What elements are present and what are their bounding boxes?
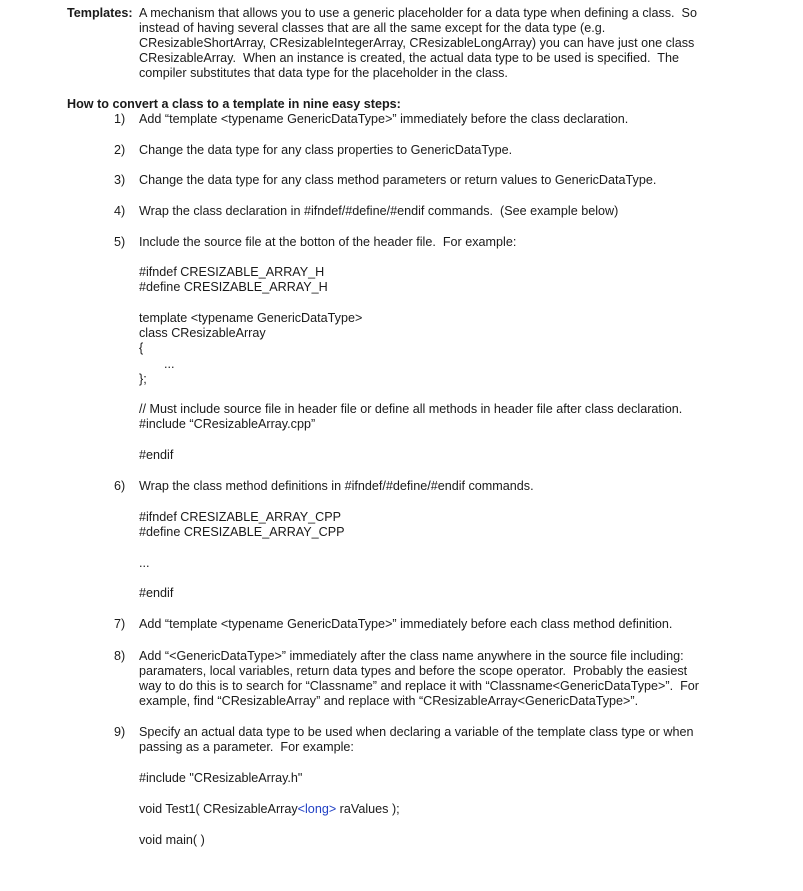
code-line: class CResizableArray (139, 326, 266, 340)
step-number: 9) (114, 725, 126, 739)
step-number: 6) (114, 479, 126, 493)
code-line: #ifndef CRESIZABLE_ARRAY_H (139, 265, 325, 279)
step-text: Add “<GenericDataType>” immediately after the class name anywhere in the source file including: (139, 649, 684, 663)
step-number: 5) (114, 235, 126, 249)
step-number: 3) (114, 173, 126, 187)
step-text: way to do this is to search for “Classname” and replace it with “Classname<GenericDataType>”. For (139, 679, 699, 693)
template-type-keyword: <long> (297, 802, 337, 816)
step-number: 2) (114, 143, 126, 157)
step-text: Add “template <typename GenericDataType>” immediately before the class declaration. (139, 112, 629, 126)
code-line: { (139, 341, 144, 355)
step-number: 1) (114, 112, 126, 126)
step-text: paramaters, local variables, return data types and before the scope operator. Probably the easiest (139, 664, 688, 678)
intro-line: CResizableArray. When an instance is created, the actual data type to be used is specified. The (139, 51, 679, 65)
intro-line: compiler substitutes that data type for the placeholder in the class. (139, 66, 508, 80)
code-line: #endif (139, 448, 174, 462)
intro-line: A mechanism that allows you to use a generic placeholder for a data type when defining a class. So (139, 6, 697, 20)
code-line: // Must include source file in header file or define all methods in header file after class declaration. (139, 402, 683, 416)
step-number: 4) (114, 204, 126, 218)
intro-line: CResizableShortArray, CResizableIntegerArray, CResizableLongArray) you can have just one class (139, 36, 695, 50)
code-line: #ifndef CRESIZABLE_ARRAY_CPP (139, 510, 342, 524)
step-text: Include the source file at the botton of the header file. For example: (139, 235, 517, 249)
section-heading: How to convert a class to a template in nine easy steps: (67, 97, 401, 111)
code-line: }; (139, 372, 147, 386)
step-number: 8) (114, 649, 126, 663)
code-line: #define CRESIZABLE_ARRAY_H (139, 280, 328, 294)
step-text: Add “template <typename GenericDataType>” immediately before each class method definition. (139, 617, 673, 631)
code-line: #include “CResizableArray.cpp” (139, 417, 316, 431)
code-line: ... (164, 357, 175, 371)
step-text: Change the data type for any class method parameters or return values to GenericDataType. (139, 173, 657, 187)
code-line: #include "CResizableArray.h" (139, 771, 303, 785)
code-line: void Test1( CResizableArray<long> raValues ); (139, 802, 400, 816)
code-line: template <typename GenericDataType> (139, 311, 363, 325)
code-line: void main( ) (139, 833, 205, 847)
step-text: passing as a parameter. For example: (139, 740, 354, 754)
code-line: #define CRESIZABLE_ARRAY_CPP (139, 525, 345, 539)
step-text: Wrap the class declaration in #ifndef/#define/#endif commands. (See example below) (139, 204, 619, 218)
step-text: Change the data type for any class properties to GenericDataType. (139, 143, 513, 157)
step-text: example, find “CResizableArray” and replace with “CResizableArray<GenericDataType>”. (139, 694, 639, 708)
step-text: Specify an actual data type to be used when declaring a variable of the template class type or when (139, 725, 694, 739)
code-line: #endif (139, 586, 174, 600)
intro-line: instead of having several classes that are all the same except for the data type (e.g. (139, 21, 606, 35)
code-line: ... (139, 556, 150, 570)
step-text: Wrap the class method definitions in #ifndef/#define/#endif commands. (139, 479, 534, 493)
step-number: 7) (114, 617, 126, 631)
term-label: Templates: (67, 6, 133, 20)
